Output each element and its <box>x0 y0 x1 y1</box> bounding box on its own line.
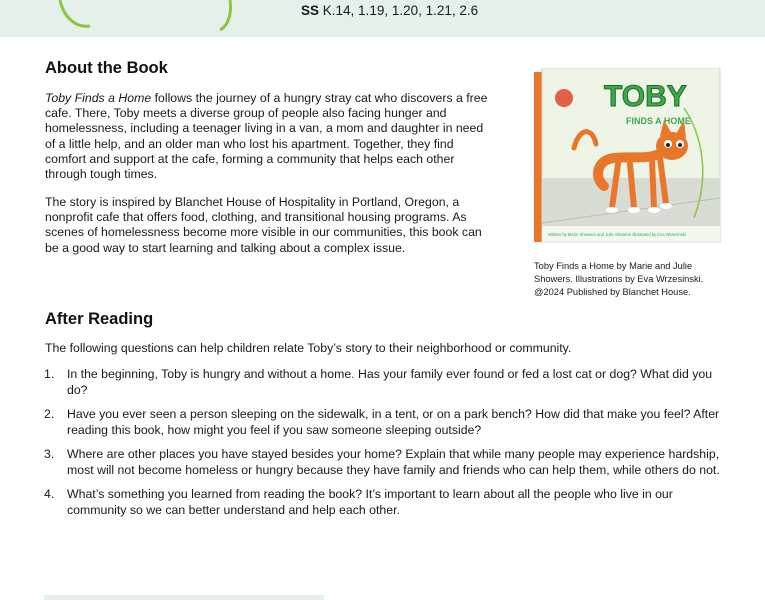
question-text: In the beginning, Toby is hungry and without a home. Has your family ever found or fed a lost cat or dog? What did you do? <box>67 367 713 397</box>
standards-codes: K.14, 1.19, 1.20, 1.21, 2.6 <box>322 3 479 18</box>
question-item <box>44 366 734 398</box>
questions-list <box>44 366 734 526</box>
question-text: Have you ever seen a person sleeping on the sidewalk, in a tent, or on a park bench? How did that make you feel? After reading this book, how might you feel if you saw someone sleeping outside? <box>67 407 720 437</box>
cover-credits: Written by Marie Showers and Julie Showers Illustrated by Eva Wrzesinski <box>548 232 686 237</box>
question-item <box>44 406 734 438</box>
after-reading-heading: After Reading <box>45 310 154 328</box>
cover-title-line2: FINDS A HOME <box>626 116 691 126</box>
decorative-swirl-icon <box>50 0 250 37</box>
cover-title-line1: TOBY <box>604 80 687 113</box>
question-number: 4. <box>44 487 55 501</box>
question-text: Where are other places you have stayed besides your home? Explain that while many people may experience hardship, most will not become homeless or hungry because they have family and friends who can help them, while others do not. <box>67 447 720 477</box>
question-item <box>44 446 734 478</box>
caption-line-3: @2024 Published by Blanchet House. <box>534 287 691 297</box>
book-title-italic: Toby Finds a Home <box>45 91 152 105</box>
question-text: What’s something you learned from reading the book? It’s important to learn about all the people who live in our community so we can better understand and help each other. <box>67 487 673 517</box>
about-paragraph-2: The story is inspired by Blanchet House of Hospitality in Portland, Oregon, a nonprofit cafe that offers food, clothing, and transitional housing programs. As scenes of homelessness become more visible in our communities, this book can be a good way to start learning and talking about a complex issue. <box>45 195 482 255</box>
about-heading: About the Book <box>45 59 168 77</box>
caption-line-2: Showers. Illustrations by Eva Wrzesinski. <box>534 274 704 284</box>
standards-label: SS <box>301 3 320 18</box>
caption-line-1: Toby Finds a Home by Marie and Julie <box>534 261 693 271</box>
standards-line <box>301 3 478 18</box>
bottom-cutoff-decoration <box>44 590 324 600</box>
book-cover-caption <box>534 260 734 299</box>
book-cover-image <box>534 68 722 248</box>
about-paragraph-1 <box>45 91 493 182</box>
question-number: 3. <box>44 447 55 461</box>
question-number: 1. <box>44 367 55 381</box>
question-item <box>44 486 734 518</box>
about-paragraph-1-text: follows the journey of a hungry stray cat who discovers a free cafe. There, Toby meets a diverse group of people also facing hunger and homelessness, including a teenager living in a van, a mom and daughter in need of a little help, and an older man who lost his apartment. Together, they find comfort and support at the cafe, forming a community that helps each other through tough times. <box>45 91 488 182</box>
question-number: 2. <box>44 407 55 421</box>
after-reading-intro: The following questions can help children relate Toby’s story to their neighborhood or community. <box>45 341 572 355</box>
